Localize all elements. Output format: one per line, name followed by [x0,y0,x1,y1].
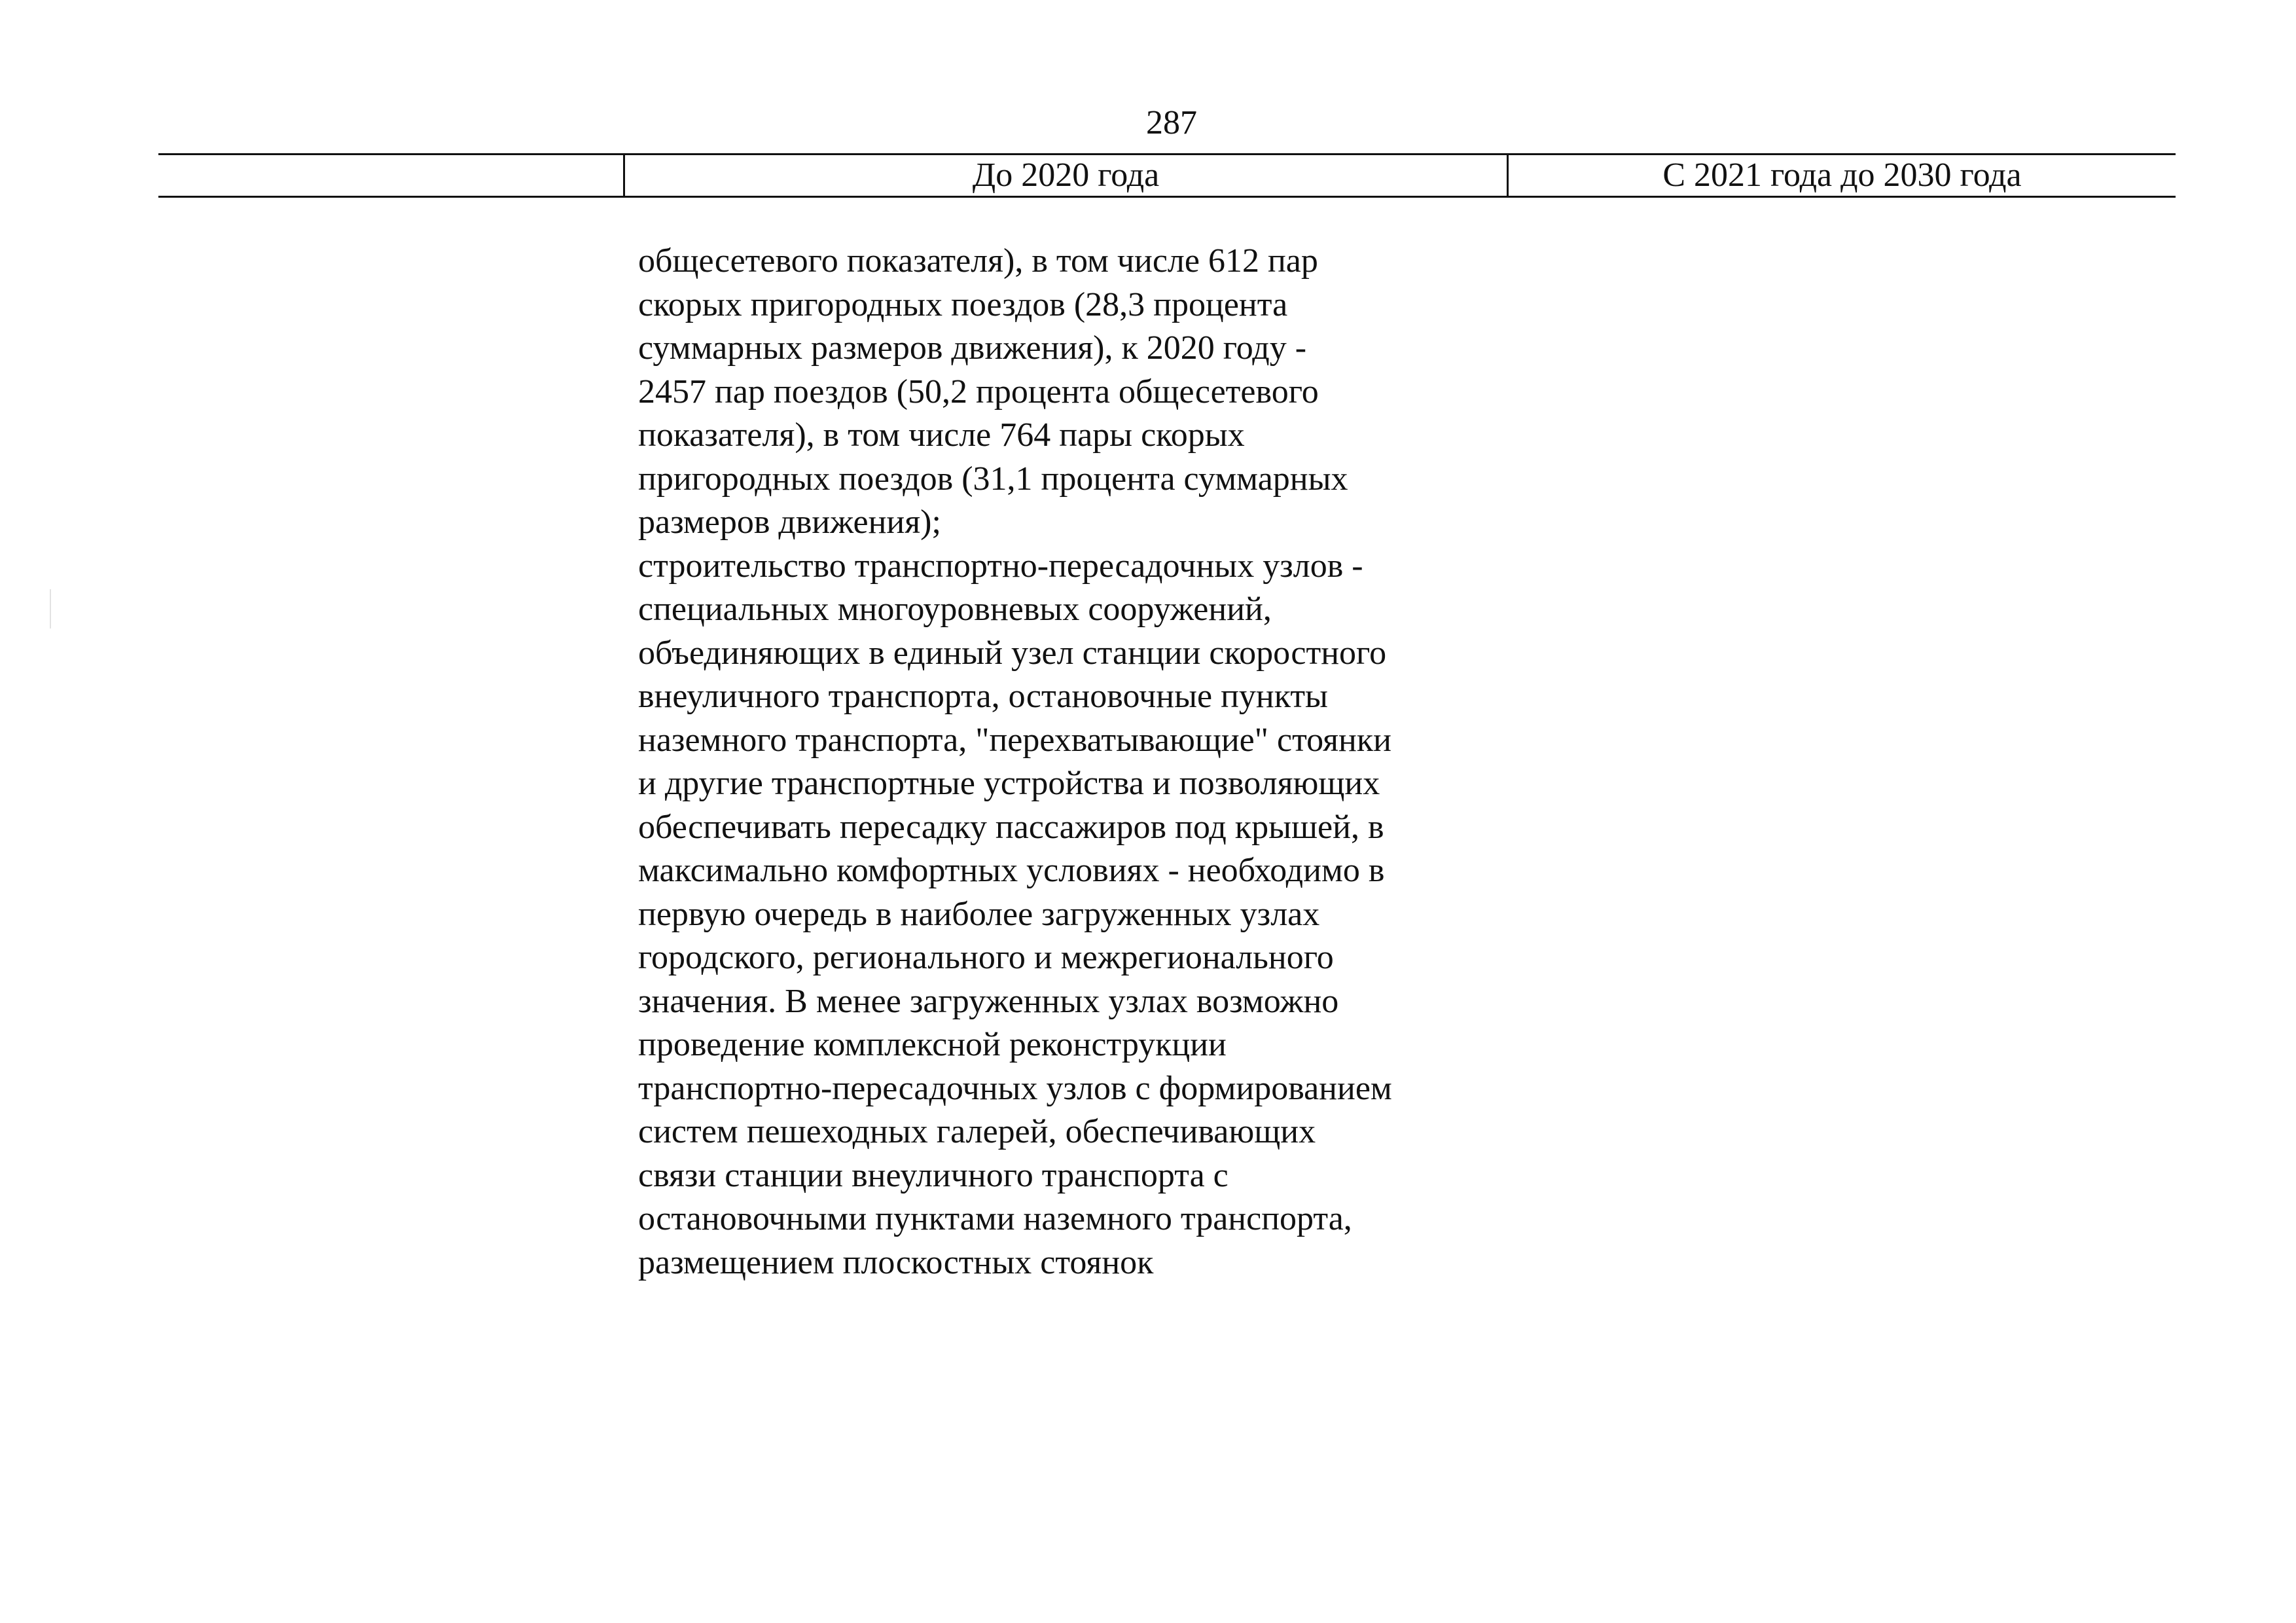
body-line: остановочными пунктами наземного транспорта, [638,1200,1352,1237]
body-line: строительство транспортно-пересадочных узлов - [638,547,1363,585]
body-line: максимально комфортных условиях - необходимо в [638,852,1385,889]
body-line: связи станции внеуличного транспорта с [638,1156,1229,1194]
document-body [638,240,1515,1285]
header-column-until-2020: До 2020 года [623,155,1507,196]
scan-artifact [50,589,51,629]
body-line: обеспечивать пересадку пассажиров под крышей, в [638,808,1384,846]
body-line: пригородных поездов (31,1 процента суммарных [638,460,1348,498]
body-line: размеров движения); [638,503,941,541]
body-line: городского, регионального и межрегионального [638,939,1334,976]
body-line: транспортно-пересадочных узлов с формированием [638,1069,1392,1107]
table-header [158,153,2176,198]
body-line: специальных многоуровневых сооружений, [638,591,1272,628]
body-line: систем пешеходных галерей, обеспечивающих [638,1113,1316,1150]
body-line: проведение комплексной реконструкции [638,1026,1227,1063]
body-line: объединяющих в единый узел станции скоростного [638,634,1387,672]
body-line: значения. В менее загруженных узлах возможно [638,982,1339,1020]
body-line: 2457 пар поездов (50,2 процента общесетевого [638,373,1319,410]
body-line: показателя), в том числе 764 пары скорых [638,416,1245,454]
header-column-empty [158,155,623,196]
body-line: и другие транспортные устройства и позволяющих [638,765,1380,802]
body-line: суммарных размеров движения), к 2020 году - [638,329,1307,367]
body-line: внеуличного транспорта, остановочные пункты [638,678,1328,715]
page-number: 287 [1146,104,1197,141]
header-column-2021-2030: С 2021 года до 2030 года [1507,155,2176,196]
body-line: наземного транспорта, "перехватывающие" стоянки [638,721,1391,759]
body-line: скорых пригородных поездов (28,3 процента [638,285,1288,323]
body-line: общесетевого показателя), в том числе 612 пар [638,242,1318,280]
body-line: первую очередь в наиболее загруженных узлах [638,895,1320,933]
body-line: размещением плоскостных стоянок [638,1243,1154,1281]
